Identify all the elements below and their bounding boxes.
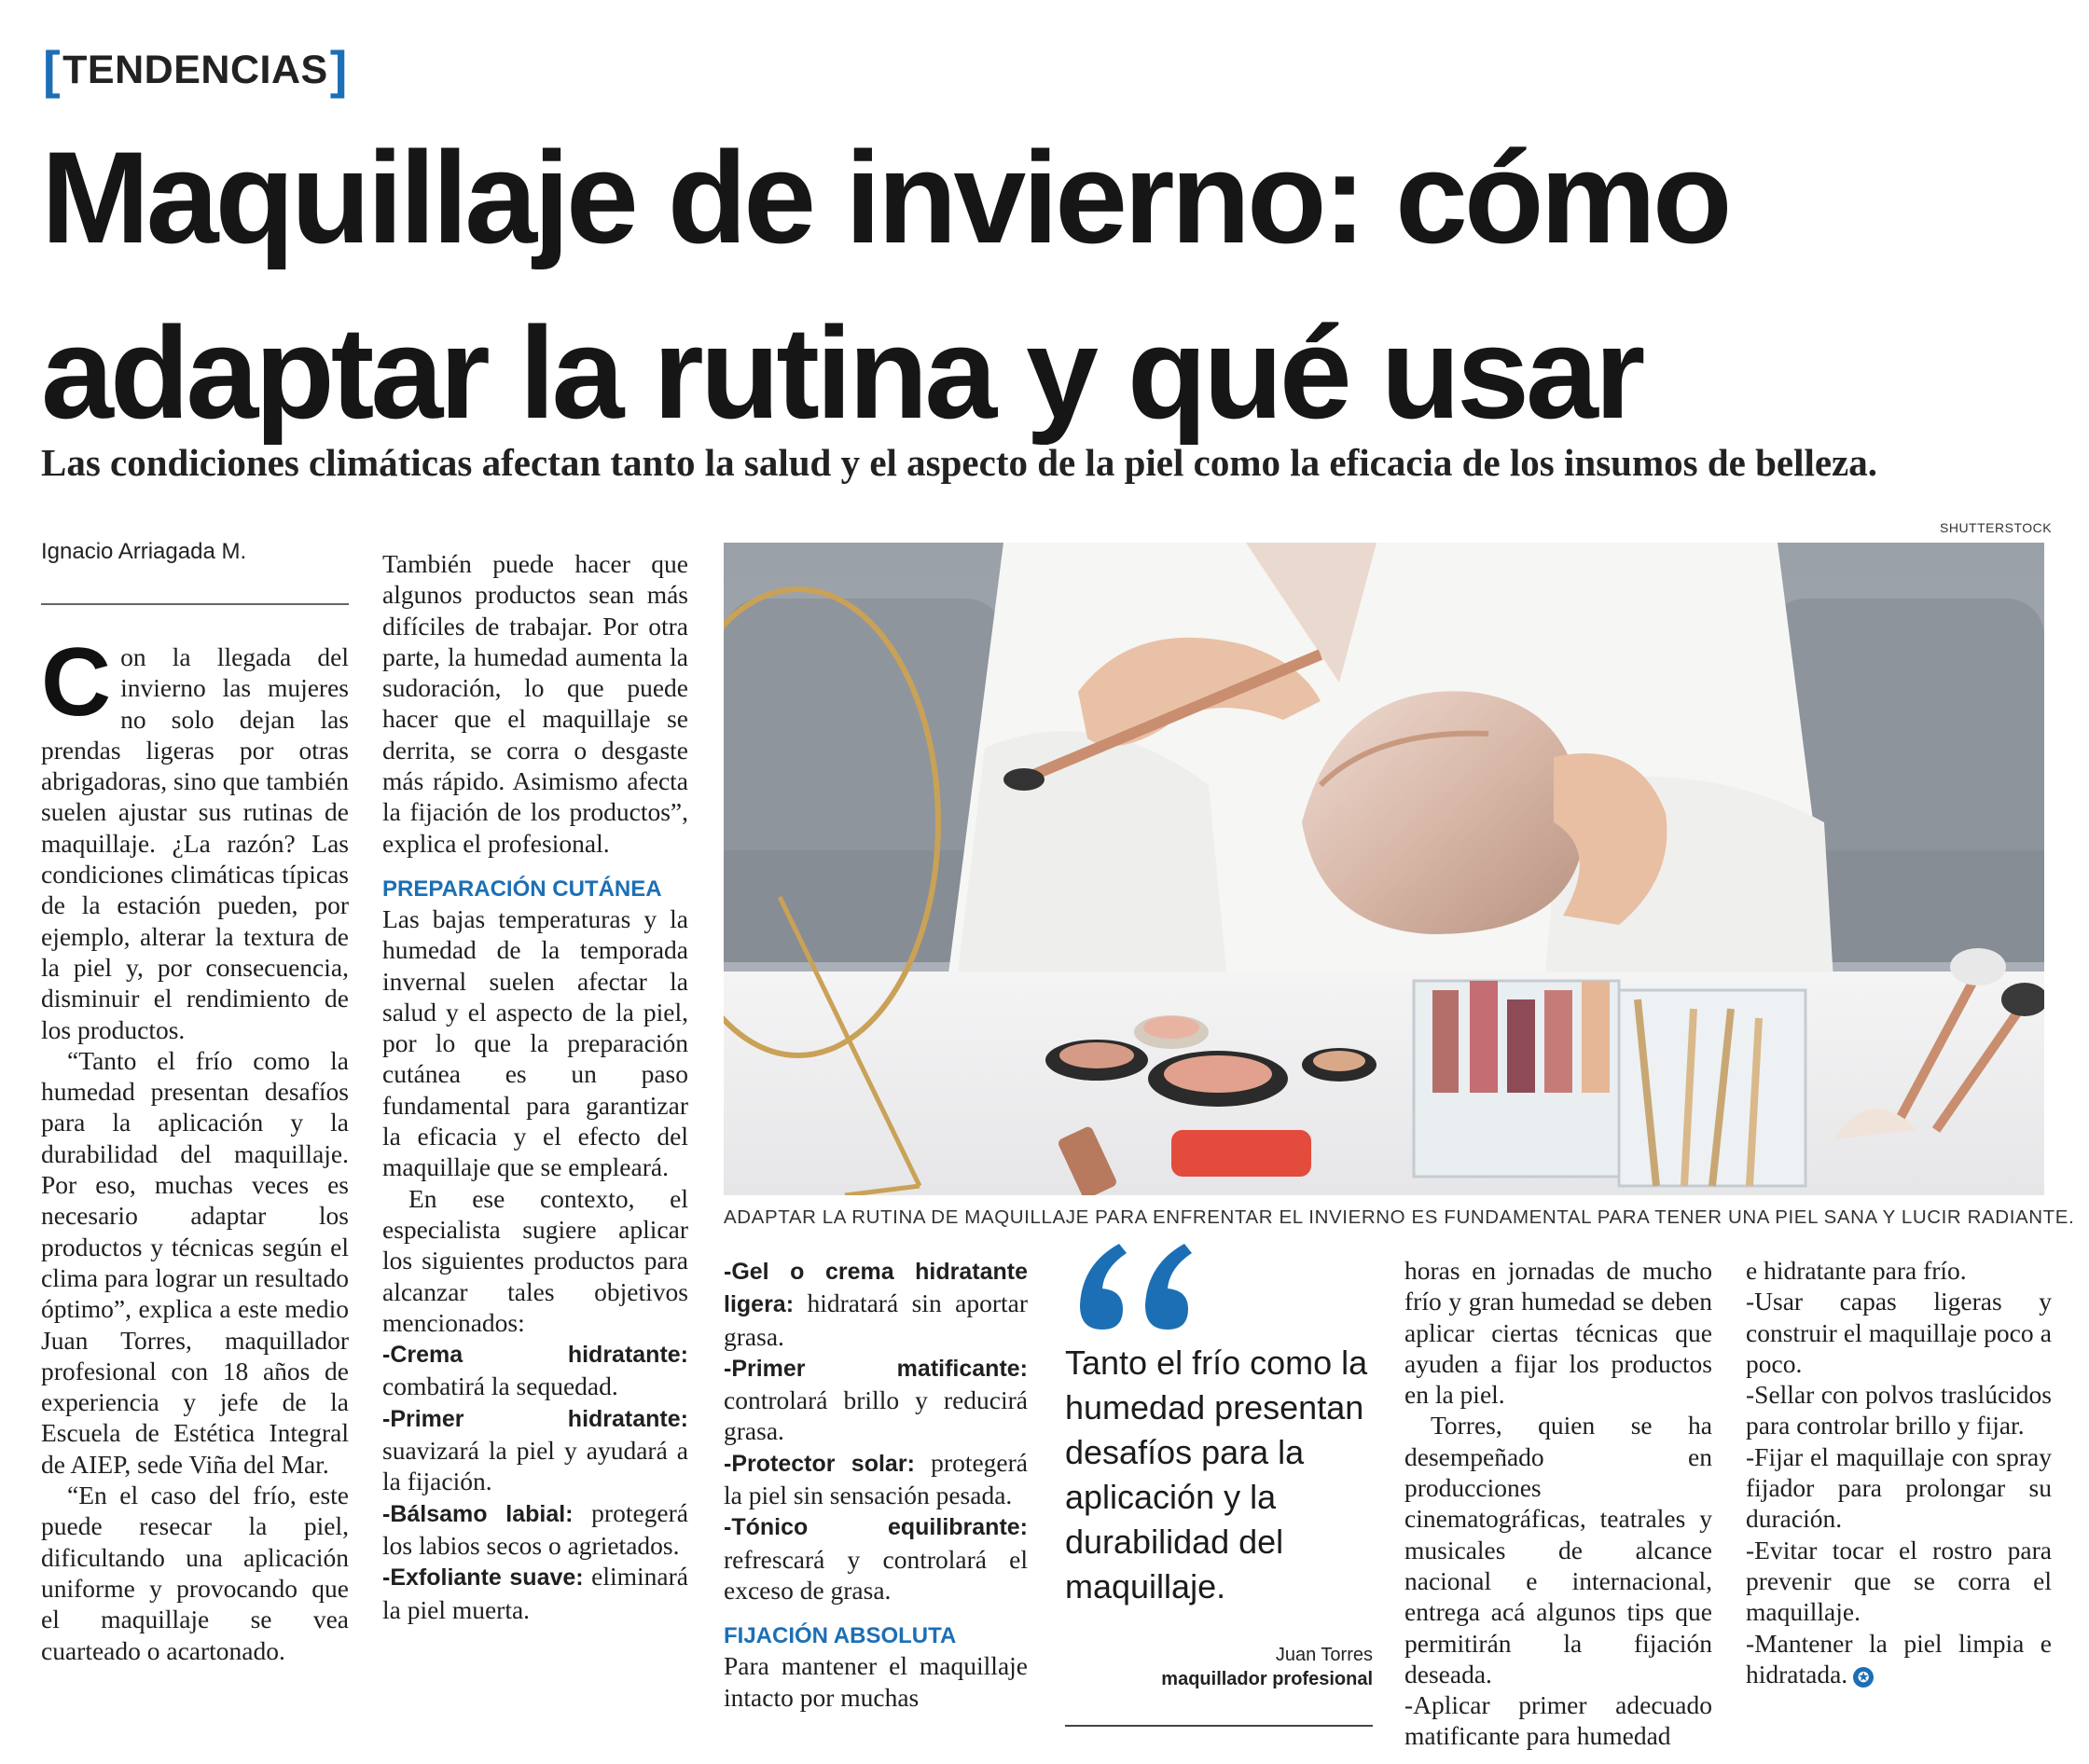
col3-paragraph-1: Para mantener el maquillaje intacto por muchas — [724, 1651, 1028, 1712]
list-item: -Crema hidratante: combatirá la sequedad. — [382, 1342, 688, 1401]
column-3 — [724, 1255, 1028, 1713]
col2-paragraph-2: Las bajas temperaturas y la humedad de la temporada invernal suelen afectar la salud y el aspecto de la piel, por lo que la preparación cutánea es un paso fundamental para garantizar la eficacia y el efecto del maquillaje que se empleará. — [382, 903, 688, 1182]
tip-item: -Sellar con polvos traslúcidos para controlar brillo y fijar. — [1746, 1380, 2052, 1440]
list-item: -Protector solar: protegerá la piel sin sensación pesada. — [724, 1447, 1028, 1510]
makeup-photo-illustration — [724, 543, 2044, 1195]
column-2 — [382, 548, 688, 1625]
tip-item: -Fijar el maquillaje con spray fijador para prolongar su duración. — [1746, 1441, 2052, 1534]
list-item: -Tónico equilibrante: refrescará y controlará el exceso de grasa. — [724, 1514, 1028, 1605]
col4-paragraph-2: Torres, quien se ha desempeñado en producciones cinematográficas, teatrales y musicales de alcance nacional e internacional, entrega acá algunos tips que permitirán la fijación deseada. — [1404, 1411, 1712, 1688]
tip-item: e hidratante para frío. — [1746, 1256, 1967, 1285]
byline-divider — [41, 603, 349, 605]
pullquote-divider — [1065, 1725, 1373, 1727]
tip-item: -Usar capas ligeras y construir el maquillaje poco a poco. — [1746, 1287, 2052, 1378]
section-label: TENDENCIAS — [62, 47, 328, 92]
list-item: -Gel o crema hidratante ligera: hidratará sin aportar grasa. — [724, 1259, 1028, 1351]
column-5 — [1746, 1255, 2052, 1689]
col2-paragraph-3: En ese contexto, el especialista sugiere aplicar los siguientes productos para alcanzar tales objetivos mencionados: — [382, 1183, 688, 1337]
col4-paragraph-3: -Aplicar primer adecuado matificante para humedad — [1404, 1690, 1712, 1751]
list-item: -Exfoliante suave: eliminará la piel muerta. — [382, 1562, 689, 1624]
list-item: -Primer hidratante: suavizará la piel y ayudará a la fijación. — [382, 1405, 688, 1496]
headline: Maquillaje de invierno: cómo adaptar la rutina y qué usar — [41, 124, 1729, 446]
subhead-preparacion: PREPARACIÓN CUTÁNEA — [382, 875, 662, 902]
column-1 — [41, 628, 349, 1666]
col1-paragraph-3: “En el caso del frío, este puede resecar la piel, dificultando una aplicación uniforme y provocando que el maquillaje se vea cuarteado o acartonado. — [41, 1481, 349, 1665]
section-tag — [41, 39, 350, 101]
drop-cap: C — [41, 628, 112, 737]
photo-credit: SHUTTERSTOCK — [1940, 520, 2053, 535]
byline: Ignacio Arriagada M. — [41, 539, 247, 564]
list-item: -Primer matificante: controlará brillo y reducirá grasa. — [724, 1355, 1028, 1446]
end-of-article-icon: ✪ — [1853, 1667, 1874, 1688]
list-item: -Bálsamo labial: protegerá los labios secos o agrietados. — [382, 1497, 688, 1560]
photo-caption: ADAPTAR LA RUTINA DE MAQUILLAJE PARA ENFRENTAR EL INVIERNO ES FUNDAMENTAL PARA TENER UNA PIEL SANA Y LUCIR RADIANTE. — [724, 1206, 2075, 1228]
pullquote-attribution — [1065, 1643, 1373, 1691]
section-bracket-right: ] — [329, 40, 348, 99]
section-bracket-left: [ — [43, 40, 62, 99]
subhead-fijacion: FIJACIÓN ABSOLUTA — [724, 1623, 957, 1649]
tip-item-last: -Mantener la piel limpia e hidratada. ✪ — [1746, 1628, 2052, 1688]
col1-paragraph-2: “Tanto el frío como la humedad presentan desafíos para la aplicación y la durabilidad del maquillaje. Por eso, muchas veces es necesario adaptar los productos y técnicas según el clima para lograr un resultado óptimo”, explica a este medio Juan Torres, maquillador profesional con 18 años de experiencia y jefe de la Escuela de Estética Integral de AIEP, sede Viña del Mar. — [41, 1045, 349, 1479]
makeup-photo — [724, 543, 2044, 1195]
col2-paragraph-1: También puede hacer que algunos productos sean más difíciles de trabajar. Por otra parte, la humedad aumenta la sudoración, lo que puede hacer que el maquillaje se derrita, se corra o desgaste más rápido. Asimismo afecta la fijación de los productos”, explica el profesional. — [382, 549, 688, 858]
pullquote-role: maquillador profesional — [1161, 1669, 1373, 1689]
pullquote-name: Juan Torres — [1275, 1645, 1373, 1665]
column-4 — [1404, 1255, 1712, 1752]
pullquote-text: Tanto el frío como la humedad presentan desafíos para la aplicación y la durabilidad del maquillaje. — [1065, 1344, 1368, 1606]
col4-paragraph-1: horas en jornadas de mucho frío y gran humedad se deben aplicar ciertas técnicas que ayuden a fijar los productos en la piel. — [1404, 1256, 1712, 1410]
col1-p1-text: on la llegada del invierno las mujeres no solo dejan las prendas ligeras por otras abrigadoras, sino que también suelen ajustar sus rutinas de maquillaje. ¿La razón? Las condiciones climáticas típicas de la estación pueden, por ejemplo, alterar la textura de la piel y, por consecuencia, disminuir el rendimiento de los productos. — [41, 642, 349, 1044]
col1-paragraph-1 — [41, 628, 349, 1045]
tip-item: -Evitar tocar el rostro para prevenir que se corra el maquillaje. — [1746, 1535, 2052, 1627]
deck: Las condiciones climáticas afectan tanto la salud y el aspecto de la piel como la eficacia de los insumos de belleza. — [41, 441, 1878, 484]
quote-mark-icon — [1071, 1236, 1201, 1339]
